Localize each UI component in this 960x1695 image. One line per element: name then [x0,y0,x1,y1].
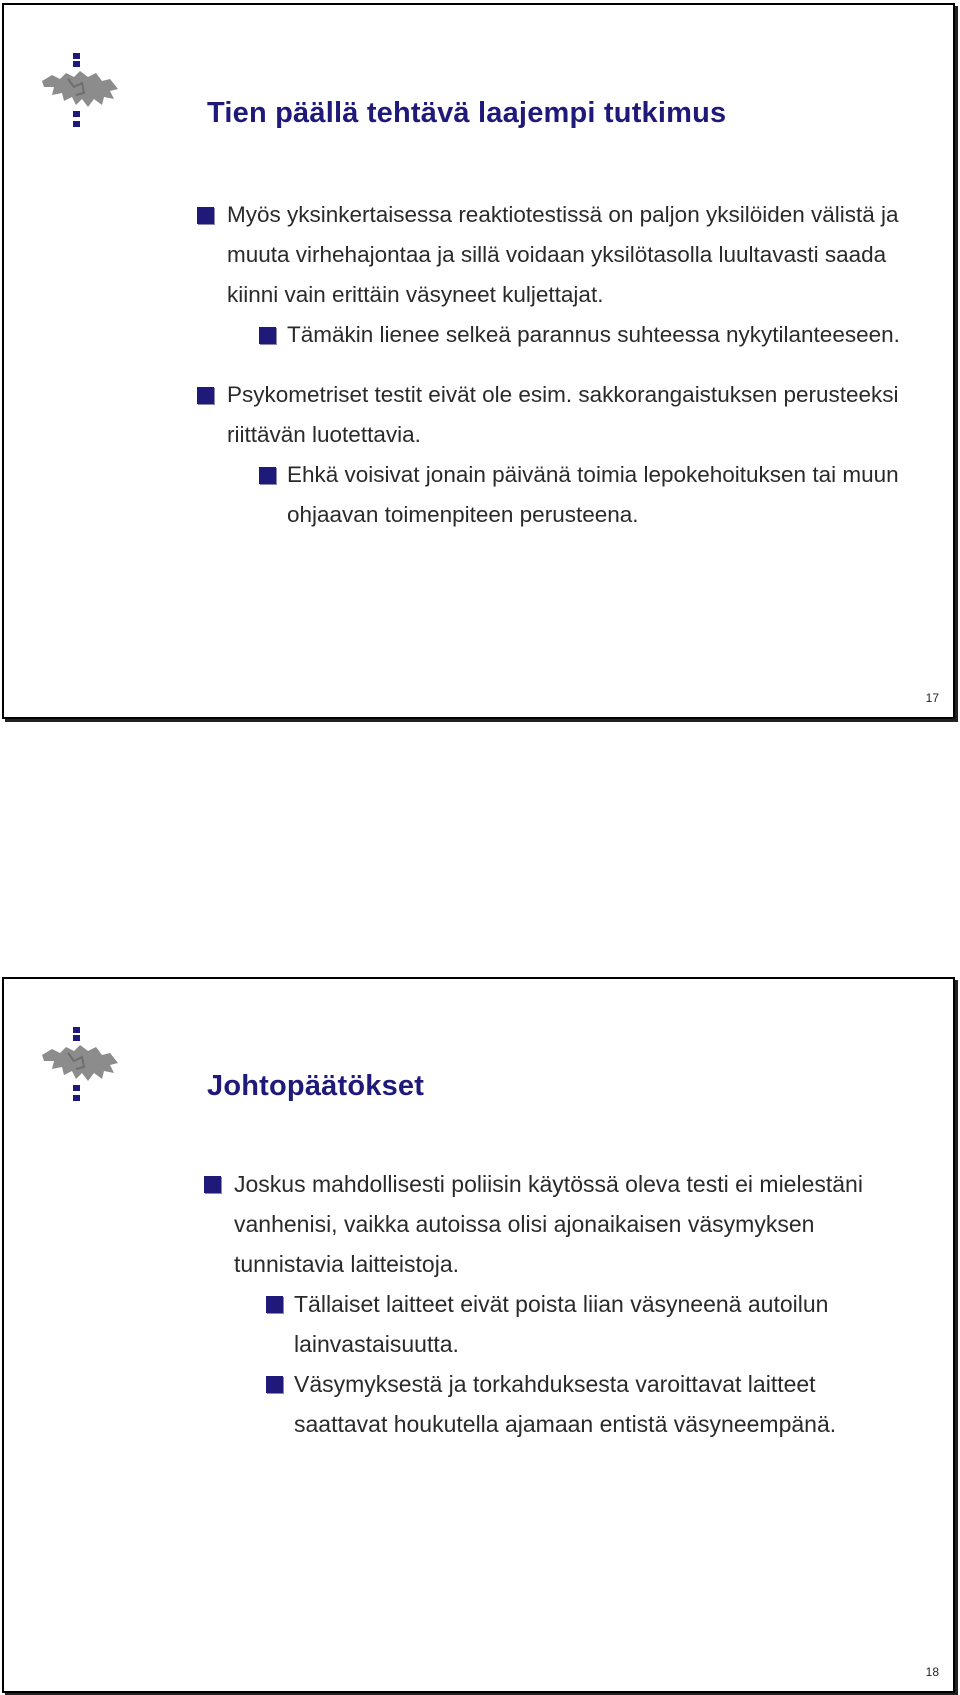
slide-title: Johtopäätökset [207,1070,425,1102]
university-logo-icon [40,1027,120,1107]
square-bullet-icon [197,387,214,404]
slide-title: Tien päällä tehtävä laajempi tutkimus [207,97,727,129]
slide-body [4,1164,953,1444]
sub-bullet-item [4,1284,953,1364]
square-bullet-icon [266,1376,283,1393]
bullet-text: Psykometriset testit eivät ole esim. sakkorangaistuksen perusteeksi riittävän luotettavia. [227,382,899,447]
sub-bullet-item [4,1364,953,1444]
bullet-text: Joskus mahdollisesti poliisin käytössä oleva testi ei mielestäni vanhenisi, vaikka autoissa olisi ajonaikaisen väsymyksen tunnistavia laitteistoja. [234,1171,863,1277]
bullet-item [4,195,953,315]
square-bullet-icon [204,1176,221,1193]
sub-bullet-item [4,455,953,535]
page-number: 17 [925,691,939,705]
page-number: 18 [925,1665,939,1679]
square-bullet-icon [197,207,214,224]
slide-body [4,195,953,535]
slide-17 [2,3,955,719]
bullet-item [4,1164,953,1284]
sub-bullet-item [4,315,953,355]
square-bullet-icon [266,1296,283,1313]
bullet-item [4,375,953,455]
slide-18 [2,977,955,1693]
sub-bullet-text: Tämäkin lienee selkeä parannus suhteessa nykytilanteeseen. [287,322,900,347]
square-bullet-icon [259,327,276,344]
university-logo-icon [40,53,120,133]
sub-bullet-text: Väsymyksestä ja torkahduksesta varoittavat laitteet saattavat houkutella ajamaan entistä väsyneempänä. [294,1371,837,1437]
sub-bullet-text: Ehkä voisivat jonain päivänä toimia lepokehoituksen tai muun ohjaavan toimenpiteen perusteena. [287,462,899,527]
sub-bullet-text: Tällaiset laitteet eivät poista liian väsyneenä autoilun lainvastaisuutta. [294,1291,829,1357]
square-bullet-icon [259,467,276,484]
bullet-text: Myös yksinkertaisessa reaktiotestissä on paljon yksilöiden välistä ja muuta virhehajontaa ja sillä voidaan yksilötasolla luultavasti saada kiinni vain erittäin väsyneet kuljettajat. [227,202,899,307]
